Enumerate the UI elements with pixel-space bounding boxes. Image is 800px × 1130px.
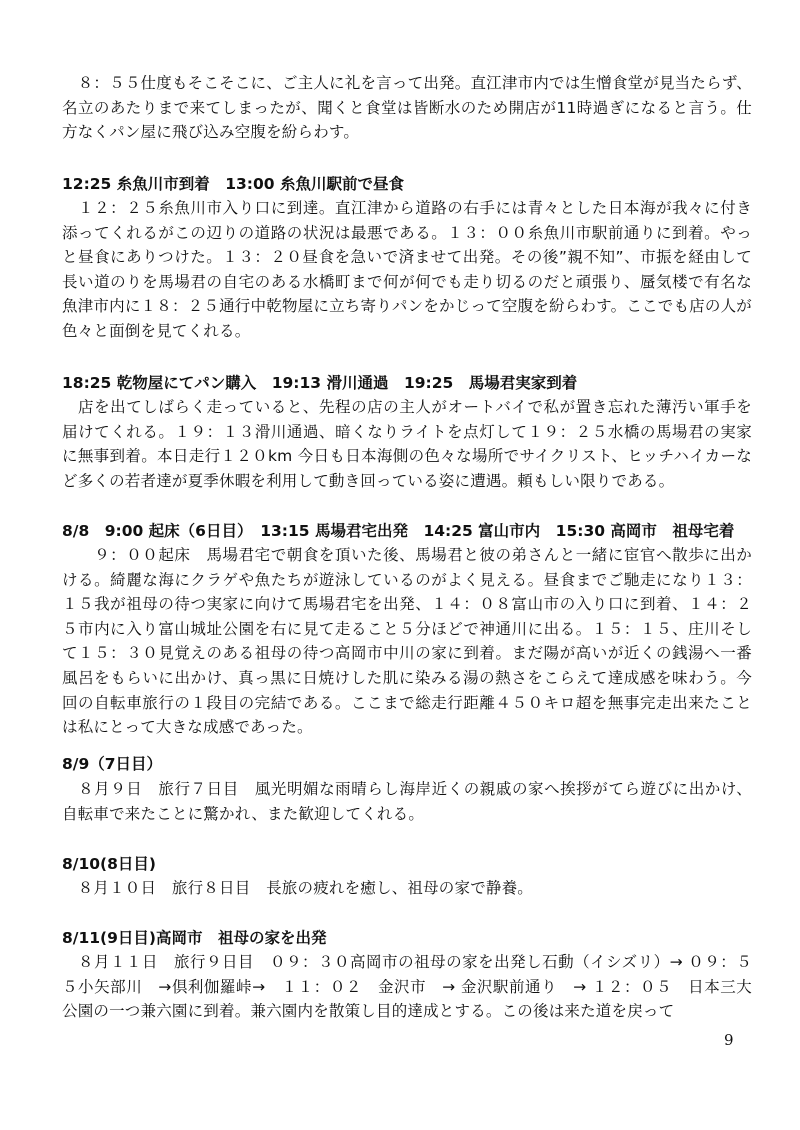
paragraph-day9: ８月１１日 旅行９日目 ０９：３０高岡市の祖母の家を出発し石動（イシズリ）→ ０９：５５小矢部川 →倶利伽羅峠→ １１：０２ 金沢市 → 金沢駅前通り → １２：０５ 日本三大公園の一つ兼六園に到着。兼六園内を散策し目的達成とする。この後は来た道を戻って	[62, 953, 752, 1021]
paragraph-day7: ８月９日 旅行７日目 風光明媚な雨晴らし海岸近くの親戚の家へ挨拶がてら遊びに出かけ、自転車で来たことに驚かれ、また歓迎してくれる。	[62, 780, 752, 823]
paragraph-day8: ８月１０日 旅行８日目 長旅の疲れを癒し、祖母の家で静養。	[62, 879, 534, 897]
page-number: 9	[724, 1031, 734, 1049]
paragraph-departure: ８：５５仕度もそこそこに、ご主人に礼を言って出発。直江津市内では生憎食堂が見当たらず、名立のあたりまで来てしまったが、聞くと食堂は皆断水のため開店が11時過ぎになると言う。仕方なくパン屋に飛び込み空腹を紛らわす。	[62, 74, 752, 142]
heading-baba-home: 18:25 乾物屋にてパン購入 19:13 滑川通過 19:25 馬場君実家到着	[62, 374, 578, 392]
heading-itoigawa: 12:25 糸魚川市到着 13:00 糸魚川駅前で昼食	[62, 175, 404, 193]
heading-day8: 8/10(8日目)	[62, 855, 156, 873]
heading-day7: 8/9（7日目）	[62, 755, 163, 773]
paragraph-itoigawa: １２：２５糸魚川市入り口に到達。直江津から道路の右手には青々とした日本海が我々に付き添ってくれるがこの辺りの道路の状況は最悪である。１３：００糸魚川市駅前通りに到着。やっと昼食にありつけた。１３：２０昼食を急いで済ませて出発。その後”親不知”、市振を経由して長い道のりを馬場君の自宅のある水橋町まで何が何でも走り切るのだと頑張り、蜃気楼で有名な魚津市内に１８：２５通行中乾物屋に立ち寄りパンをかじって空腹を紛らわす。ここでも店の人が色々と面倒を見てくれる。	[62, 199, 752, 340]
heading-day6: 8/8 9:00 起床（6日目） 13:15 馬場君宅出発 14:25 富山市内 15:30 高岡市 祖母宅着	[62, 522, 735, 540]
paragraph-day6: ９：００起床 馬場君宅で朝食を頂いた後、馬場君と彼の弟さんと一緒に宦官へ散歩に出かける。綺麗な海にクラゲや魚たちが遊泳しているのがよく見える。昼食までご馳走になり１３：１５我が祖母の待つ実家に向けて馬場君宅を出発、１４：０８富山市の入り口に到着、１４：２５市内に入り富山城址公園を右に見て走ること５分ほどで神通川に出る。１５：１５、庄川そして１５：３０見覚えのある祖母の待つ高岡市中川の家に到着。まだ陽が高いが近くの銭湯へ一番風呂をもらいに出かけ、真っ黒に日焼けした肌に染みる湯の熱さをこらえて達成感を味わう。今回の自転車旅行の１段目の完結である。ここまで総走行距離４５０キロ超を無事完走出来たことは私にとって大きな成感であった。	[62, 546, 752, 737]
paragraph-baba-home: 店を出てしばらく走っていると、先程の店の主人がオートバイで私が置き忘れた薄汚い軍手を届けてくれる。１９：１３滑川通過、暗くなりライトを点灯して１９：２５水橋の馬場君の実家に無事到着。本日走行１２０km 今日も日本海側の色々な場所でサイクリスト、ヒッチハイカーなど多くの若者達が夏季休暇を利用して動き回っている姿に遭遇。頼もしい限りである。	[62, 398, 752, 490]
heading-day9: 8/11(9日目)高岡市 祖母の家を出発	[62, 929, 327, 947]
